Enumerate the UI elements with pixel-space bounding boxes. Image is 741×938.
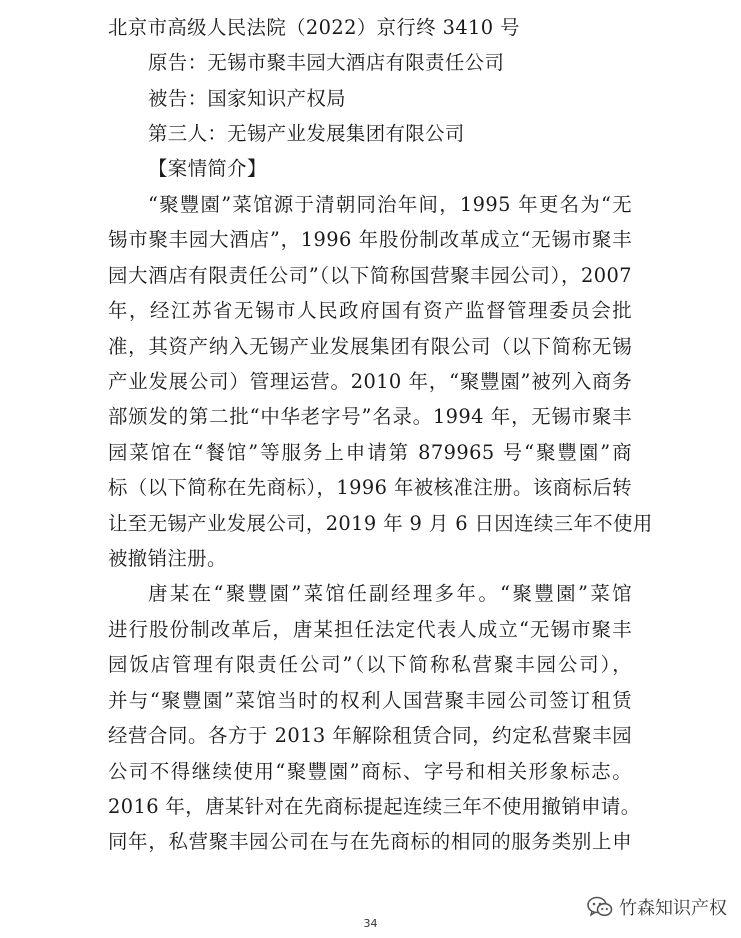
paragraph-line: 被撤销注册。	[108, 547, 227, 570]
plaintiff-line: 原告：无锡市聚丰园大酒店有限责任公司	[148, 51, 505, 74]
paragraph-line: 并与“聚豐園”菜馆当时的权利人国营聚丰园公司签订租赁	[108, 689, 632, 712]
paragraph-line: 标（以下简称在先商标），1996 年被核准注册。该商标后转	[108, 476, 632, 499]
paragraph-line: “聚豐園”菜馆源于清朝同治年间，1995 年更名为“无	[148, 193, 632, 216]
paragraph-line: 让至无锡产业发展公司，2019 年 9 月 6 日因连续三年不使用	[108, 512, 653, 535]
paragraph-line: 年，经江苏省无锡市人民政府国有资产监督管理委员会批	[108, 299, 632, 322]
paragraph-line: 进行股份制改革后，唐某担任法定代表人成立“无锡市聚丰	[108, 618, 632, 641]
paragraph-line: 准，其资产纳入无锡产业发展集团有限公司（以下简称无锡	[108, 335, 632, 358]
case-number: 北京市高级人民法院（2022）京行终 3410 号	[108, 16, 520, 39]
page-number: 34	[363, 917, 378, 930]
defendant-line: 被告：国家知识产权局	[148, 87, 346, 110]
paragraph-line: 经营合同。各方于 2013 年解除租赁合同，约定私营聚丰园	[108, 724, 632, 747]
paragraph-line: 唐某在“聚豐園”菜馆任副经理多年。“聚豐園”菜馆	[148, 582, 632, 605]
paragraph-line: 锡市聚丰园大酒店”，1996 年股份制改革成立“无锡市聚丰	[108, 228, 632, 251]
paragraph-line: 园饭店管理有限责任公司”（以下简称私营聚丰园公司），	[108, 653, 632, 676]
paragraph-line: 2016 年，唐某针对在先商标提起连续三年不使用撤销申请。	[108, 795, 641, 818]
paragraph-line: 公司不得继续使用“聚豐園”商标、字号和相关形象标志。	[108, 760, 632, 783]
wechat-icon	[587, 896, 613, 918]
paragraph-line: 园大酒店有限责任公司”（以下简称国营聚丰园公司），2007	[108, 264, 632, 287]
paragraph-line: 产业发展公司）管理运营。2010 年，“聚豐園”被列入商务	[108, 370, 632, 393]
watermark	[587, 893, 727, 921]
watermark-text: 竹森知识产权	[619, 898, 727, 919]
paragraph-line: 部颁发的第二批“中华老字号”名录。1994 年，无锡市聚丰	[108, 405, 632, 428]
section-heading: 【案情简介】	[148, 157, 267, 180]
paragraph-line: 同年，私营聚丰园公司在与在先商标的相同的服务类别上申	[108, 830, 632, 853]
paragraph-line: 园菜馆在“餐馆”等服务上申请第 879965 号“聚豐園”商	[108, 441, 632, 464]
third-party-line: 第三人：无锡产业发展集团有限公司	[148, 122, 465, 145]
